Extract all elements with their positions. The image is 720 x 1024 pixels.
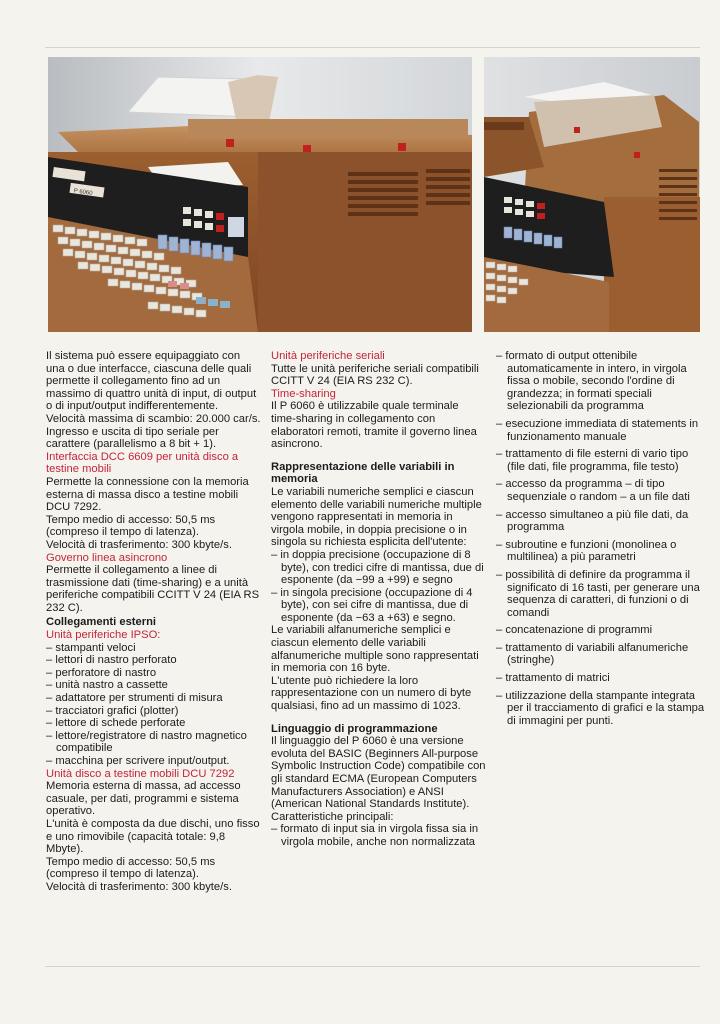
list-item: – lettore/registratore di nastro magnetico compatibile xyxy=(46,730,261,755)
list-item: – trattamento di file esterni di vario tipo (file dati, file programma, file testo) xyxy=(496,448,708,473)
paragraph: Le variabili numeriche semplici e ciascun elemento delle variabili numeriche multiple vengono rappresentati in memoria in virgola mobile, in doppia precisione o in singola su richiesta esplicita dell'utente: xyxy=(271,485,482,549)
paragraph: Il sistema può essere equipaggiato con una o due interfacce, ciascuna delle quali permette il collegamento fino ad un massimo di quattro unità di input, di output o di input/output indifferentemente. xyxy=(46,350,257,413)
list-item: – trattamento di matrici xyxy=(496,672,708,685)
section-heading: Rappresentazione delle variabili in memoria xyxy=(271,460,455,486)
paragraph: Il P 6060 è utilizzabile quale terminale time-sharing in collegamento con elaboratori remoti, tramite il governo linea asincrono. xyxy=(271,400,477,451)
bottom-rule xyxy=(45,966,700,967)
subheading: Interfaccia DCC 6609 per unità disco a testine mobili xyxy=(46,450,239,476)
text-column-3 xyxy=(496,350,708,732)
computer-photo-front xyxy=(48,57,472,332)
paragraph: L'utente può richiedere la loro rappresentazione con un numero di byte qualsiasi, fino ad un massimo di 1023. xyxy=(271,674,472,713)
paragraph: Ingresso e uscita di tipo seriale per carattere (parallelismo a 8 bit + 1). xyxy=(46,425,219,451)
paragraph: Tempo medio di accesso: 50,5 ms (compreso il tempo di latenza). xyxy=(46,855,216,881)
paragraph: L'unità è composta da due dischi, uno fisso e uno rimovibile (capacità totale: 9,8 Mbyte). xyxy=(46,817,260,856)
paragraph: Tutte le unità periferiche seriali compatibili CCITT V 24 (EIA RS 232 C). xyxy=(271,362,479,388)
list-item: – tracciatori grafici (plotter) xyxy=(46,705,261,718)
list-item: – formato di output ottenibile automaticamente in intero, in virgola fissa o mobile, secondo l'ordine di grandezza; in formati speciali selezionabili da programma xyxy=(496,350,708,413)
subheading: Unità periferiche IPSO: xyxy=(46,629,161,642)
panel-label: P 6060 xyxy=(73,188,93,197)
list-item: – in singola precisione (occupazione di 4 byte), con sei cifre di mantissa, due di esponente (da −63 a +63) e segno. xyxy=(271,587,486,625)
list-item: – subroutine e funzioni (monolinea o multilinea) a più parametri xyxy=(496,539,708,564)
list-item: – concatenazione di programmi xyxy=(496,624,708,637)
list-item: – in doppia precisione (occupazione di 8 byte), con tredici cifre di mantissa, due di esponente (da −99 a +99) e segno xyxy=(271,549,486,587)
list-item: – stampanti veloci xyxy=(46,642,261,655)
list-item: – lettore di schede perforate xyxy=(46,717,261,730)
paragraph: Le variabili alfanumeriche semplici e ciascun elemento delle variabili alfanumeriche multiple sono rappresentati in memoria con 16 byte. xyxy=(271,624,479,675)
text-column-1 xyxy=(46,350,261,894)
section-heading: Collegamenti esterni xyxy=(46,616,157,629)
top-rule xyxy=(45,47,700,48)
section-heading: Linguaggio di programmazione xyxy=(271,722,438,735)
list-item: – esecuzione immediata di statements in funzionamento manuale xyxy=(496,418,708,443)
paragraph: Caratteristiche principali: xyxy=(271,810,394,823)
list-item: – accesso da programma – di tipo sequenziale o random – a un file dati xyxy=(496,478,708,503)
list-item: – perforatore di nastro xyxy=(46,667,261,680)
paragraph: Il linguaggio del P 6060 è una versione evoluta del BASIC (Beginners All-purpose Symbolic Instruction Code) compatibile con gli standard ECMA (European Computers Manufacturers Association) e ANSI (American National Standards Institute). xyxy=(271,735,486,811)
subheading: Unità periferiche seriali xyxy=(271,350,385,362)
list-item: – macchina per scrivere input/output. xyxy=(46,755,261,768)
list-item: – utilizzazione della stampante integrata per il tracciamento di grafici e la stampa di immagini per punti. xyxy=(496,690,708,728)
subheading: Governo linea asincrono xyxy=(46,551,168,564)
paragraph: Velocità di trasferimento: 300 kbyte/s. xyxy=(46,538,232,551)
paragraph: Permette la connessione con la memoria esterna di massa disco a testine mobili DCU 7292. xyxy=(46,475,249,514)
paragraph: Tempo medio di accesso: 50,5 ms (compreso il tempo di latenza). xyxy=(46,513,216,539)
list-item: – possibilità di definire da programma il significato di 16 tasti, per generare una sequenza di caratteri, di funzioni o di comandi xyxy=(496,569,708,619)
text-column-2 xyxy=(271,350,486,849)
computer-photo-side xyxy=(484,57,700,332)
list-item: – lettori di nastro perforato xyxy=(46,654,261,667)
computer-illustration-front xyxy=(48,57,472,332)
list-item: – trattamento di variabili alfanumeriche (stringhe) xyxy=(496,642,708,667)
subheading: Unità disco a testine mobili DCU 7292 xyxy=(46,767,235,780)
paragraph: Velocità di trasferimento: 300 kbyte/s. xyxy=(46,880,232,893)
list-item: – unità nastro a cassette xyxy=(46,679,261,692)
paragraph: Velocità massima di scambio: 20.000 car/s. xyxy=(46,412,261,425)
paragraph: Memoria esterna di massa, ad accesso casuale, per dati, programmi e sistema operativo. xyxy=(46,780,241,818)
list-item: – formato di input sia in virgola fissa sia in virgola mobile, anche non normalizzata xyxy=(271,823,486,848)
subheading: Time-sharing xyxy=(271,387,336,400)
list-item: – adattatore per strumenti di misura xyxy=(46,692,261,705)
computer-illustration-side xyxy=(484,57,700,332)
list-item: – accesso simultaneo a più file dati, da programma xyxy=(496,509,708,534)
paragraph: Permette il collegamento a linee di trasmissione dati (time-sharing) e a unità periferiche compatibili CCITT V 24 (EIA RS 232 C). xyxy=(46,564,260,614)
